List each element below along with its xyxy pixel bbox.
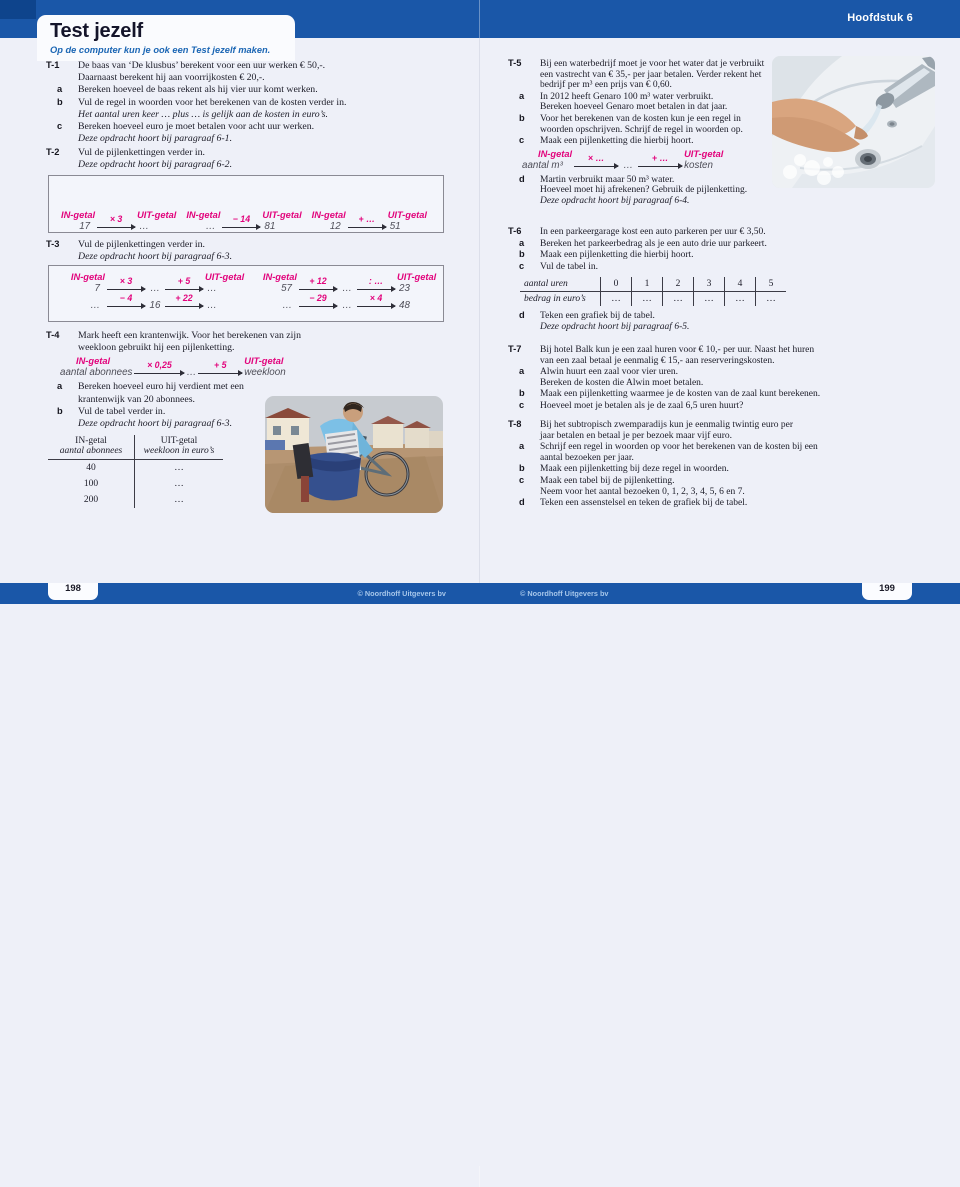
exercise-text: Maak een pijlenketting die hierbij hoort. bbox=[540, 250, 694, 261]
table-cell: 1 bbox=[632, 277, 663, 292]
sub-letter: a bbox=[519, 366, 525, 377]
exercise-number: T-1 bbox=[46, 60, 60, 70]
arrow-icon bbox=[222, 214, 260, 228]
uit-getal-label: UIT-getal bbox=[684, 148, 724, 159]
chain-value: … bbox=[342, 300, 352, 311]
in-getal-label: IN-getal bbox=[538, 148, 573, 159]
chain-out-cell bbox=[684, 149, 723, 171]
exercise-row bbox=[508, 388, 820, 400]
chain-value: 23 bbox=[399, 283, 410, 294]
chain-out-word: kosten bbox=[684, 159, 713, 171]
uit-getal-label: UIT-getal bbox=[397, 272, 437, 282]
table-cell: 100 bbox=[48, 476, 135, 492]
chain-out-value: … bbox=[139, 221, 149, 232]
page-left bbox=[0, 0, 480, 604]
table-cell: 2 bbox=[663, 277, 694, 292]
arrow-chain bbox=[251, 272, 443, 294]
chain-out-cell bbox=[397, 300, 443, 311]
table-row bbox=[520, 277, 786, 292]
in-getal-label: IN-getal bbox=[311, 210, 346, 220]
table-cell: … bbox=[756, 292, 787, 307]
exercise-text: Daarnaast berekent hij aan voorrijkosten € 20,-. bbox=[78, 72, 265, 84]
exercise-row bbox=[508, 102, 764, 113]
chain-mid-cell bbox=[339, 283, 355, 294]
exercise-row bbox=[46, 381, 281, 393]
exercise-t1 bbox=[46, 60, 346, 145]
arrow-icon bbox=[357, 276, 395, 290]
exercise-text: Teken een grafiek bij de tabel. bbox=[540, 311, 655, 322]
exercise-text: Maak een pijlenketting waarmee je de kosten van de zaal kunt berekenen. bbox=[540, 389, 821, 400]
in-getal-label: IN-getal bbox=[76, 356, 111, 367]
chain-out-cell bbox=[205, 272, 251, 294]
exercise-t4 bbox=[46, 330, 301, 508]
exercise-text: van een zaal betaal je eenmalig € 15,- aan reserveringskosten. bbox=[540, 355, 775, 366]
sub-letter: c bbox=[57, 121, 63, 132]
header-line: IN-getal bbox=[75, 436, 107, 447]
chain-operation: + 5 bbox=[177, 276, 191, 286]
chain-operation: × 3 bbox=[109, 214, 123, 224]
chain-value: … bbox=[90, 300, 100, 311]
chain-in-cell bbox=[251, 300, 297, 311]
chain-value: … bbox=[623, 159, 633, 171]
exercise-row bbox=[508, 497, 818, 509]
chain-in-cell bbox=[59, 272, 105, 294]
exercise-number: T-5 bbox=[508, 58, 522, 68]
chain-in-cell bbox=[522, 149, 572, 171]
exercise-row bbox=[508, 441, 818, 453]
chain-value: … bbox=[207, 283, 217, 294]
exercise-text: Voor het berekenen van de kosten kun je een regel in bbox=[540, 113, 741, 124]
paperboy-photo bbox=[265, 396, 443, 513]
chain-operation: + 22 bbox=[175, 293, 193, 303]
exercise-row bbox=[46, 394, 281, 406]
chain-in-cell bbox=[60, 356, 132, 378]
exercise-text: In een parkeergarage kost een auto parkeren per uur € 3,50. bbox=[540, 227, 766, 237]
table-cell: … bbox=[174, 495, 184, 506]
exercise-t2 bbox=[46, 147, 232, 171]
chain-operation: × 0,25 bbox=[147, 360, 172, 371]
exercise-row bbox=[46, 239, 232, 251]
exercise-t8 bbox=[508, 419, 818, 509]
exercise-text: Hoeveel moet je betalen als je de zaal 6,5 uren huurt? bbox=[540, 400, 744, 411]
exercise-row bbox=[46, 251, 232, 263]
chain-in-word: aantal m³ bbox=[522, 159, 563, 171]
table-header-row bbox=[48, 435, 223, 460]
sub-letter: a bbox=[519, 237, 525, 248]
chain-out-cell bbox=[262, 210, 301, 232]
exercise-number: T-2 bbox=[46, 147, 60, 157]
chain-in-cell bbox=[312, 210, 346, 232]
exercise-row bbox=[508, 196, 764, 207]
chain-in-word: aantal abonnees bbox=[60, 367, 133, 379]
exercise-row bbox=[508, 310, 786, 322]
uit-getal-label: UIT-getal bbox=[387, 210, 427, 220]
header-line: UIT-getal bbox=[160, 436, 198, 447]
exercise-text: Bij hotel Balk kun je een zaal huren voor € 10,- per uur. Naast het huren bbox=[540, 345, 815, 355]
sub-letter: a bbox=[57, 381, 63, 392]
chain-mid-cell bbox=[147, 283, 163, 294]
exercise-row bbox=[508, 322, 786, 333]
chain-mid-cell bbox=[186, 367, 196, 378]
sub-letter: a bbox=[519, 90, 525, 101]
sub-letter: b bbox=[57, 405, 63, 416]
arrow-icon bbox=[357, 293, 395, 307]
exercise-text: Maak een tabel bij de pijlenketting. bbox=[540, 475, 675, 486]
arrow-icon bbox=[107, 276, 145, 290]
chain-out-cell bbox=[397, 272, 443, 294]
arrow-icon bbox=[107, 293, 145, 307]
arrow-chain bbox=[61, 185, 176, 232]
washing-hands-photo bbox=[772, 56, 935, 188]
chain-value: 7 bbox=[94, 283, 100, 294]
in-uit-table bbox=[48, 435, 223, 508]
exercise-number: T-6 bbox=[508, 226, 522, 236]
exercise-text: Deze opdracht hoort bij paragraaf 6-1. bbox=[78, 133, 233, 145]
table-header-cell bbox=[48, 435, 135, 460]
hours-amount-table bbox=[520, 277, 786, 306]
exercise-text: In 2012 heeft Genaro 100 m³ water verbruikt. bbox=[540, 91, 714, 102]
exercise-text: Bereken hoeveel euro hij verdient met een bbox=[78, 381, 244, 393]
exercise-t6 bbox=[508, 226, 786, 333]
sub-letter: b bbox=[519, 463, 525, 474]
chain-out-cell bbox=[137, 210, 176, 232]
exercise-row bbox=[46, 406, 281, 418]
uit-getal-label: UIT-getal bbox=[205, 272, 245, 282]
chain-operation: : … bbox=[368, 276, 384, 286]
exercise-row bbox=[508, 261, 786, 273]
arrow-chain bbox=[522, 149, 764, 171]
chain-in-cell bbox=[59, 300, 105, 311]
test-jezelf-header bbox=[37, 15, 295, 61]
exercise-row bbox=[508, 80, 764, 91]
in-getal-label: IN-getal bbox=[70, 272, 105, 282]
in-getal-label: IN-getal bbox=[186, 210, 221, 220]
chain-value: … bbox=[186, 367, 197, 379]
table-cell: 3 bbox=[694, 277, 725, 292]
page-right bbox=[480, 0, 960, 604]
sub-letter: c bbox=[519, 399, 525, 410]
page-number-right: 199 bbox=[862, 583, 912, 600]
table-cell: … bbox=[174, 479, 184, 490]
arrow-icon bbox=[574, 152, 618, 167]
page-subtitle: Op de computer kun je ook een Test jezelf maken. bbox=[50, 45, 271, 55]
table-cell: … bbox=[174, 463, 184, 474]
chain-operation: − 14 bbox=[232, 214, 251, 224]
chain-operation: × … bbox=[587, 152, 605, 163]
exercise-row bbox=[508, 366, 820, 378]
exercise-row bbox=[508, 344, 820, 356]
arrow-icon bbox=[638, 152, 682, 167]
exercise-text: jaar betalen en betaal je per bezoek maar vijf euro. bbox=[540, 430, 733, 441]
exercise-row bbox=[46, 97, 346, 109]
arrow-icon bbox=[165, 276, 203, 290]
exercise-text: Het aantal uren keer … plus … is gelijk aan de kosten in euro’s. bbox=[78, 108, 328, 120]
chain-value: … bbox=[150, 283, 160, 294]
arrow-icon bbox=[165, 293, 203, 307]
exercise-text: Hoeveel moet hij afrekenen? Gebruik de pijlenketting. bbox=[540, 185, 748, 196]
chain-operation: × 3 bbox=[119, 276, 133, 286]
table-header-cell bbox=[135, 435, 224, 460]
exercise-text: Bij het subtropisch zwemparadijs kun je eenmalig twintig euro per bbox=[540, 420, 794, 430]
page-number-left: 198 bbox=[48, 583, 98, 600]
uit-getal-label: UIT-getal bbox=[262, 210, 302, 220]
header-line-italic: aantal abonnees bbox=[59, 446, 123, 457]
exercise-text: Deze opdracht hoort bij paragraaf 6-5. bbox=[540, 321, 690, 332]
exercise-row bbox=[46, 84, 346, 96]
exercise-row bbox=[508, 185, 764, 196]
exercise-row bbox=[46, 342, 281, 354]
table-label-cell: aantal uren bbox=[520, 277, 601, 292]
sub-letter: c bbox=[519, 135, 525, 146]
exercise-text: Neem voor het aantal bezoeken 0, 1, 2, 3, 4, 5, 6 en 7. bbox=[540, 486, 745, 497]
exercise-text: Maak een pijlenketting bij deze regel in woorden. bbox=[540, 464, 729, 475]
table-cell: … bbox=[663, 292, 694, 307]
exercise-row bbox=[508, 378, 820, 389]
exercise-text: Deze opdracht hoort bij paragraaf 6-3. bbox=[78, 418, 233, 430]
exercise-row bbox=[508, 475, 818, 487]
exercise-text: Deze opdracht hoort bij paragraaf 6-4. bbox=[540, 195, 690, 206]
table-cell: … bbox=[725, 292, 756, 307]
chain-mid-cell bbox=[620, 160, 636, 171]
exercise-row bbox=[508, 356, 820, 367]
exercise-row bbox=[508, 91, 764, 103]
exercise-text: Bereken het parkeerbedrag als je een auto drie uur parkeert. bbox=[540, 238, 767, 249]
arrow-chain bbox=[186, 185, 301, 232]
exercise-t3 bbox=[46, 239, 232, 263]
exercise-text: aantal bezoeken per jaar. bbox=[540, 452, 634, 463]
exercise-text: Vul de pijlenkettingen verder in. bbox=[78, 239, 206, 250]
arrow-chain bbox=[59, 272, 251, 294]
exercise-row bbox=[46, 159, 232, 171]
chain-operation: + … bbox=[358, 214, 375, 224]
exercise-row bbox=[508, 70, 764, 81]
exercise-row bbox=[46, 133, 346, 145]
table-cell: 40 bbox=[48, 460, 135, 477]
arrow-chain bbox=[59, 293, 251, 311]
exercise-number: T-4 bbox=[46, 330, 60, 340]
exercise-text: Vul de regel in woorden voor het berekenen van de kosten verder in. bbox=[78, 96, 347, 108]
chain-in-cell bbox=[61, 210, 95, 232]
exercise-row bbox=[508, 431, 818, 442]
exercise-text: De baas van ‘De klusbus’ berekent voor een uur werken € 50,-. bbox=[78, 60, 326, 71]
paperboy-illustration bbox=[265, 396, 443, 513]
chain-in-value: 12 bbox=[329, 221, 341, 232]
exercise-text: Bereken hoeveel Genaro moet betalen in dat jaar. bbox=[540, 102, 728, 113]
chain-operation: + 12 bbox=[309, 276, 327, 286]
exercise-row bbox=[508, 400, 820, 412]
in-getal-label: IN-getal bbox=[262, 272, 297, 282]
exercise-text: Maak een pijlenketting die hierbij hoort. bbox=[540, 136, 694, 147]
chain-operation: − 29 bbox=[309, 293, 327, 303]
exercise-row bbox=[46, 418, 281, 430]
exercise-text: Vul de tabel verder in. bbox=[78, 405, 166, 417]
uit-getal-label: UIT-getal bbox=[137, 210, 177, 220]
exercise-text: Martin verbruikt maar 50 m³ water. bbox=[540, 174, 675, 185]
chain-out-cell bbox=[244, 356, 285, 378]
chain-out-value: 81 bbox=[264, 221, 276, 232]
bottom-banner bbox=[0, 583, 960, 604]
table-label-cell: bedrag in euro’s bbox=[524, 294, 586, 305]
table-row bbox=[48, 476, 223, 492]
chain-mid-cell bbox=[147, 300, 163, 311]
table-cell: … bbox=[632, 292, 663, 307]
chain-operation: − 4 bbox=[119, 293, 133, 303]
in-getal-label: IN-getal bbox=[61, 210, 96, 220]
exercise-text: weekloon gebruikt hij een pijlenketting. bbox=[78, 342, 235, 354]
chain-value: 48 bbox=[399, 300, 410, 311]
exercise-text: krantenwijk van 20 abonnees. bbox=[78, 393, 195, 405]
chain-out-cell bbox=[388, 210, 427, 232]
washing-hands-illustration bbox=[772, 56, 935, 188]
chain-operation: + 5 bbox=[214, 360, 227, 371]
arrow-icon bbox=[134, 360, 184, 374]
exercise-t7 bbox=[508, 344, 820, 412]
sub-letter: d bbox=[519, 310, 525, 321]
arrow-chain-box-t2 bbox=[48, 175, 444, 233]
exercise-text: Bereken hoeveel de baas rekent als hij vier uur komt werken. bbox=[78, 84, 318, 96]
exercise-text: Bereken hoeveel euro je moet betalen voor acht uur werken. bbox=[78, 121, 315, 133]
exercise-t5 bbox=[508, 58, 764, 207]
exercise-row bbox=[508, 174, 764, 186]
exercise-number: T-7 bbox=[508, 344, 522, 354]
exercise-number: T-3 bbox=[46, 239, 60, 249]
chain-in-cell bbox=[251, 272, 297, 294]
chain-out-value: 51 bbox=[389, 221, 401, 232]
spine-divider bbox=[479, 1166, 480, 1187]
exercise-text: Deze opdracht hoort bij paragraaf 6-2. bbox=[78, 159, 233, 171]
exercise-row bbox=[46, 147, 232, 159]
chain-value: 16 bbox=[149, 300, 161, 311]
table-cell: … bbox=[601, 292, 632, 307]
sub-letter: a bbox=[519, 441, 525, 452]
chain-out-cell bbox=[205, 300, 251, 311]
chain-value: … bbox=[207, 300, 217, 311]
chain-mid-cell bbox=[339, 300, 355, 311]
exercise-text: Vul de pijlenkettingen verder in. bbox=[78, 147, 206, 158]
table-cell: 5 bbox=[756, 277, 787, 292]
arrow-chain-box-t3 bbox=[48, 265, 444, 322]
sub-letter: d bbox=[519, 497, 525, 508]
exercise-text: Mark heeft een krantenwijk. Voor het berekenen van zijn bbox=[78, 330, 301, 341]
copyright-right: © Noordhoff Uitgevers bv bbox=[520, 589, 609, 598]
exercise-row bbox=[46, 109, 346, 121]
exercise-row bbox=[508, 419, 818, 431]
exercise-row bbox=[508, 58, 764, 70]
copyright-left: © Noordhoff Uitgevers bv bbox=[357, 589, 446, 598]
exercise-row bbox=[46, 72, 346, 84]
table-cell: 0 bbox=[601, 277, 632, 292]
exercise-text: Teken een assenstelsel en teken de grafiek bij de tabel. bbox=[540, 498, 748, 509]
sub-letter: c bbox=[519, 474, 525, 485]
chain-in-cell bbox=[186, 210, 220, 232]
chain-in-value: 17 bbox=[79, 221, 91, 232]
table-row bbox=[48, 492, 223, 508]
arrow-icon bbox=[299, 276, 337, 290]
exercise-row bbox=[508, 113, 764, 125]
exercise-row bbox=[508, 463, 818, 475]
sub-letter: b bbox=[519, 249, 525, 260]
arrow-chain bbox=[251, 293, 443, 311]
arrow-icon bbox=[348, 214, 386, 228]
chain-value: … bbox=[342, 283, 352, 294]
chain-column bbox=[59, 272, 251, 321]
sub-letter: b bbox=[57, 96, 63, 107]
exercise-row bbox=[508, 226, 786, 238]
table-row bbox=[48, 460, 223, 477]
sub-letter: c bbox=[519, 260, 525, 271]
table-row bbox=[520, 292, 786, 307]
exercise-number: T-8 bbox=[508, 419, 522, 429]
exercise-row bbox=[508, 453, 818, 464]
exercise-text: woorden opschrijven. Schrijf de regel in woorden op. bbox=[540, 124, 743, 135]
header-line-italic: weekloon in euro’s bbox=[143, 446, 215, 457]
uit-getal-label: UIT-getal bbox=[244, 356, 284, 367]
exercise-row bbox=[508, 249, 786, 261]
exercise-row bbox=[46, 60, 346, 72]
chain-value: … bbox=[282, 300, 292, 311]
page-title: Test jezelf bbox=[50, 20, 144, 42]
exercise-row bbox=[508, 238, 786, 250]
chain-column bbox=[251, 272, 443, 321]
chapter-label: Hoofdstuk 6 bbox=[847, 12, 913, 24]
chain-out-word: weekloon bbox=[244, 367, 286, 379]
table-cell: 4 bbox=[725, 277, 756, 292]
chain-in-value: … bbox=[205, 221, 216, 232]
sub-letter: b bbox=[519, 112, 525, 123]
arrow-icon bbox=[299, 293, 337, 307]
exercise-text: Bereken de kosten die Alwin moet betalen. bbox=[540, 377, 704, 388]
chain-operation: + … bbox=[651, 152, 669, 163]
exercise-row bbox=[508, 487, 818, 498]
exercise-text: een vastrecht van € 35,- per jaar betalen. Verder rekent het bbox=[540, 69, 762, 80]
table-cell: 200 bbox=[48, 492, 135, 508]
chain-operation: × 4 bbox=[369, 293, 383, 303]
sub-letter: b bbox=[519, 388, 525, 399]
exercise-text: Schrijf een regel in woorden op voor het berekenen van de kosten bij een bbox=[540, 442, 818, 453]
arrow-icon bbox=[97, 214, 135, 228]
table-cell: … bbox=[694, 292, 725, 307]
exercise-text: Vul de tabel in. bbox=[540, 261, 598, 272]
exercise-text: Deze opdracht hoort bij paragraaf 6-3. bbox=[78, 251, 233, 263]
exercise-text: bedrijf per m³ een prijs van € 0,60. bbox=[540, 80, 672, 91]
arrow-icon bbox=[198, 360, 242, 374]
arrow-chain bbox=[60, 356, 286, 379]
sub-letter: a bbox=[57, 84, 63, 95]
exercise-row bbox=[46, 121, 346, 133]
exercise-text: Alwin huurt een zaal voor vier uren. bbox=[540, 367, 678, 378]
chain-value: 57 bbox=[281, 283, 292, 294]
sub-letter: d bbox=[519, 173, 525, 184]
exercise-row bbox=[508, 135, 764, 147]
exercise-text: Bij een waterbedrijf moet je voor het water dat je verbruikt bbox=[540, 59, 765, 69]
arrow-chain bbox=[312, 185, 427, 232]
exercise-row bbox=[508, 125, 764, 136]
exercise-row bbox=[46, 330, 301, 342]
